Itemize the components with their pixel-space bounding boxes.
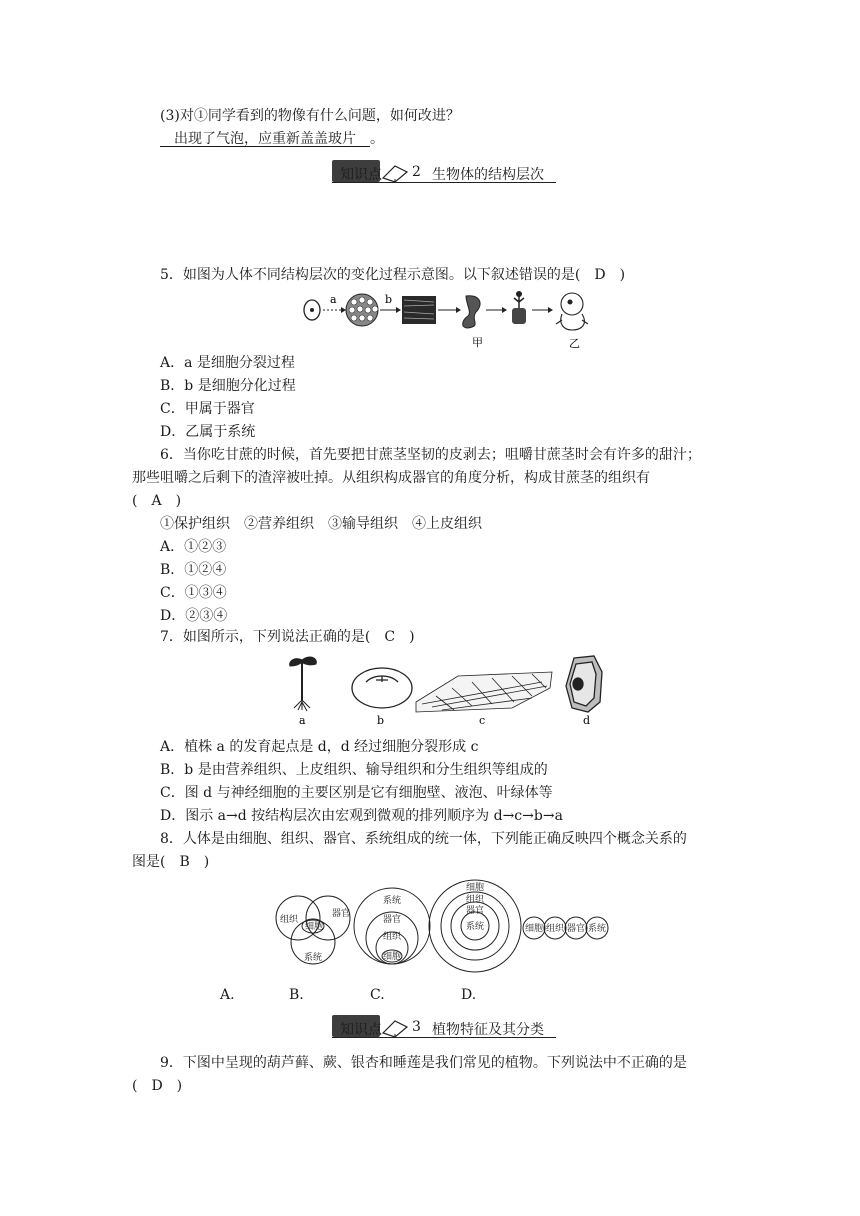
fruit-icon [352,668,412,708]
question-4-answer: 出现了气泡，应重新盖盖玻片 [174,131,356,147]
question-8-stem-line-1: 8．人体是由细胞、组织、器官、系统组成的统一体，下列能正确反映四个概念关系的 [160,831,687,847]
figure-label-c: c [479,714,486,727]
question-6-stem-line-2: 那些咀嚼之后剩下的渣滓被吐掉。从组织构成器官的角度分析，构成甘蔗茎的组织有 [132,470,650,486]
digestive-system-icon [512,308,526,324]
question-7-option-a: A．植株 a 的发育起点是 d，d 经过细胞分裂形成 c [160,739,479,755]
question-7-option-b: B．b 是由营养组织、上皮组织、输导组织和分生组织等组成的 [160,762,548,778]
venn-d-organ-label: 器官 [567,924,586,934]
question-9-answer: ( D ) [132,1078,183,1094]
venn-a-organ-label: 器官 [332,909,351,919]
knowledge-point-3-header [332,1015,556,1041]
venn-a-tissue-label: 组织 [280,915,299,925]
question-7-figure [282,652,612,728]
question-8-option-label-b: B. [289,987,304,1003]
knowledge-point-number: 3 [412,1019,421,1035]
question-8-option-label-c: C. [370,987,385,1003]
question-5-option-d: D．乙属于系统 [160,424,256,440]
knowledge-point-title: 生物体的结构层次 [432,167,544,183]
knowledge-point-label: 知识点 [340,167,382,183]
venn-b-organ-label: 器官 [383,915,402,925]
question-8-option-label-d: D. [461,987,477,1003]
question-5-figure [296,290,596,352]
question-5-option-a: A．a 是细胞分裂过程 [160,355,295,371]
human-infant-icon [556,293,588,330]
venn-c-tissue-label: 组织 [466,895,485,905]
question-8-stem-line-2: 图是( B ) [132,854,210,870]
book-icon [380,1015,410,1039]
venn-d-system-label: 系统 [588,924,607,934]
question-7-option-c: C．图 d 与神经细胞的主要区别是它有细胞壁、液泡、叶绿体等 [160,785,553,801]
figure-label-b: b [377,714,385,727]
arrow-label-b: b [385,293,393,306]
label-jia: 甲 [472,336,483,349]
question-6-option-b: B．①②④ [160,562,227,578]
question-7-option-d: D．图示 a→d 按结构层次由宏观到微观的排列顺序为 d→c→b→a [160,808,563,824]
question-6-answer: ( A ) [132,493,182,509]
question-6-option-c: C．①③④ [160,585,227,601]
knowledge-point-number: 2 [412,164,421,180]
venn-b-tissue-label: 组织 [383,932,402,942]
question-6-option-d: D．②③④ [160,608,228,624]
question-4-answer-line: 出现了气泡，应重新盖盖玻片 。 [160,130,384,148]
venn-c-organ-label: 器官 [466,906,485,916]
question-5-stem: 5．如图为人体不同结构层次的变化过程示意图。以下叙述错误的是( D ) [160,267,626,283]
figure-label-d: d [583,714,591,727]
knowledge-point-2-header [332,160,556,186]
arrow-label-a: a [330,293,337,306]
knowledge-point-title: 植物特征及其分类 [432,1022,544,1038]
plant-cell-icon [566,656,602,712]
book-icon [380,160,410,184]
question-5-option-b: B．b 是细胞分化过程 [160,378,296,394]
venn-b-system-label: 系统 [383,896,402,906]
question-8-option-label-a: A. [220,987,235,1003]
question-4-part-3: (3)对①同学看到的物像有什么问题，如何改进？ [160,108,460,124]
venn-a-cell-label: 细胞 [305,922,324,932]
stomach-icon [463,296,480,328]
question-9-stem-line-1: 9．下图中呈现的葫芦藓、蕨、银杏和睡莲是我们常见的植物。下列说法中不正确的是 [160,1055,687,1071]
venn-c-system-label: 系统 [466,922,485,932]
tissue-layer-icon [416,672,552,712]
question-6-option-a: A．①②③ [160,539,227,555]
label-yi: 乙 [569,337,580,350]
venn-d-cell-label: 细胞 [525,924,544,934]
question-7-stem: 7．如图所示，下列说法正确的是( C ) [160,629,415,645]
question-6-items: ①保护组织 ②营养组织 ③输导组织 ④上皮组织 [160,516,482,532]
venn-c-cell-label: 细胞 [466,883,485,893]
knowledge-point-label: 知识点 [340,1022,382,1038]
venn-d-tissue-label: 组织 [546,924,565,934]
seedling-icon [290,657,317,711]
question-8-figure [270,878,620,976]
question-6-stem-line-1: 6．当你吃甘蔗的时候，首先要把甘蔗茎坚韧的皮剥去；咀嚼甘蔗茎时会有许多的甜汁； [160,447,701,463]
figure-label-a: a [299,714,306,727]
venn-a-system-label: 系统 [304,953,323,963]
question-5-option-c: C．甲属于器官 [160,401,255,417]
venn-b-cell-label: 细胞 [383,952,402,962]
